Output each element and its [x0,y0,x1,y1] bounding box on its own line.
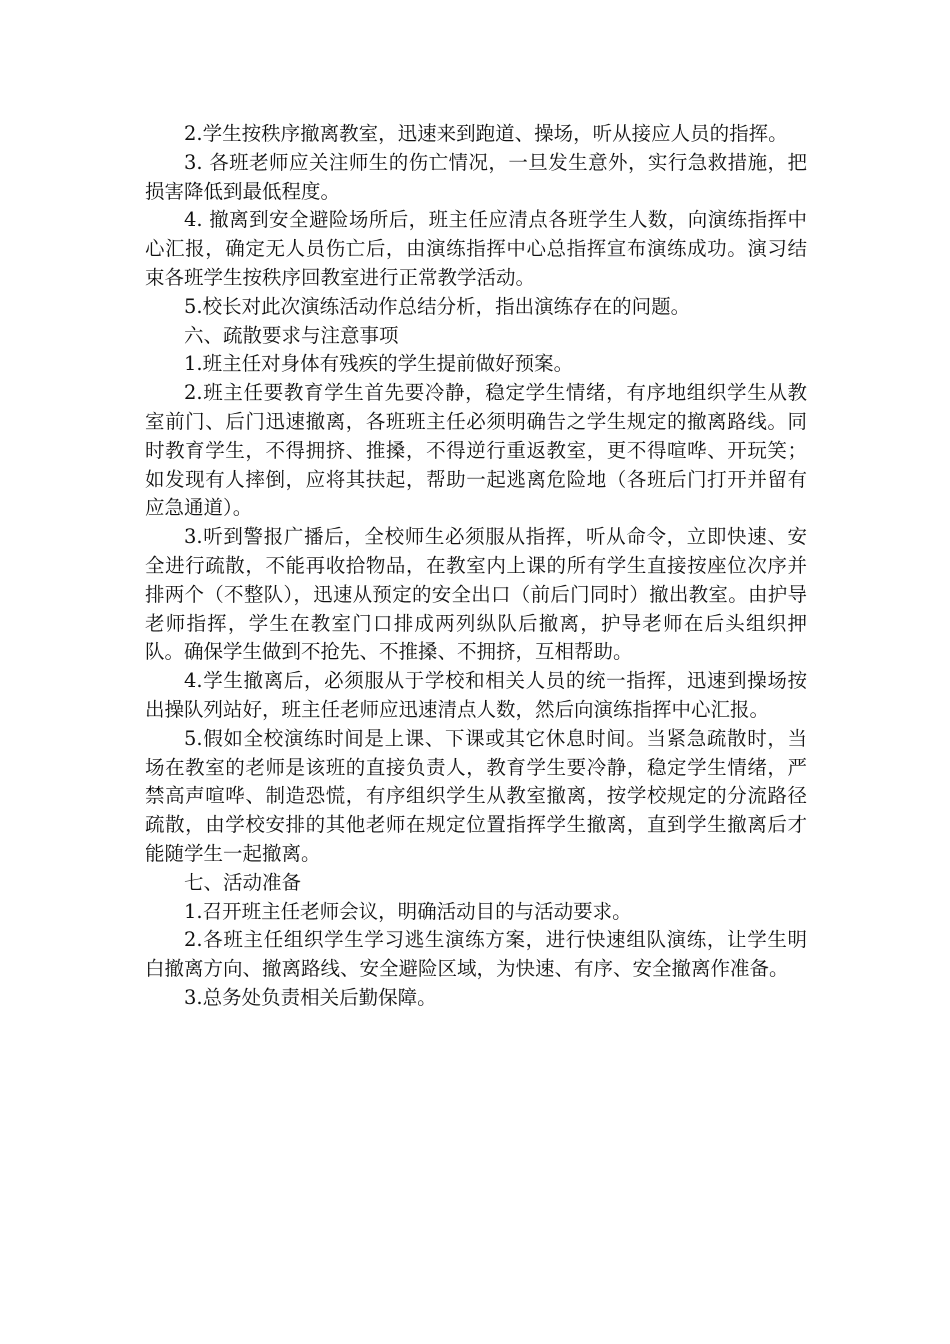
paragraph: 3. 各班老师应关注师生的伤亡情况，一旦发生意外，实行急救措施，把损害降低到最低程度。 [145,150,807,203]
paragraph: 1.召开班主任老师会议，明确活动目的与活动要求。 [184,899,632,923]
document-body [145,120,807,1013]
paragraph: 1.班主任对身体有残疾的学生提前做好预案。 [184,352,574,376]
paragraph: 2.各班主任组织学生学习逃生演练方案，进行快速组队演练，让学生明白撤离方向、撤离路线、安全避险区域，为快速、有序、安全撤离作准备。 [145,928,807,981]
paragraph: 5.假如全校演练时间是上课、下课或其它休息时间。当紧急疏散时，当场在教室的老师是该班的直接负责人，教育学生要冷静，稳定学生情绪，严禁高声喧哗、制造恐慌，有序组织学生从教室撤离，按学校规定的分流路径疏散，由学校安排的其他老师在规定位置指挥学生撤离，直到学生撤离后才能随学生一起撤离。 [145,726,807,865]
paragraph: 3.听到警报广播后，全校师生必须服从指挥，听从命令，立即快速、安全进行疏散，不能再收拾物品，在教室内上课的所有学生直接按座位次序并排两个（不整队），迅速从预定的安全出口（前后门同时）撤出教室。由护导老师指挥，学生在教室门口排成两列纵队后撤离，护导老师在后头组织押队。确保学生做到不抢先、不推搡、不拥挤，互相帮助。 [145,525,807,664]
paragraph: 4. 撤离到安全避险场所后，班主任应清点各班学生人数，向演练指挥中心汇报，确定无人员伤亡后，由演练指挥中心总指挥宣布演练成功。演习结束各班学生按秩序回教室进行正常教学活动。 [145,208,807,289]
paragraph: 4.学生撤离后，必须服从于学校和相关人员的统一指挥，迅速到操场按出操队列站好，班主任老师应迅速清点人数，然后向演练指挥中心汇报。 [145,669,807,721]
paragraph: 3.总务处负责相关后勤保障。 [184,985,437,1009]
paragraph: 2.学生按秩序撤离教室，迅速来到跑道、操场，听从接应人员的指挥。 [184,122,788,145]
section-heading: 七、活动准备 [184,870,302,894]
paragraph: 5.校长对此次演练活动作总结分析，指出演练存在的问题。 [184,294,691,318]
section-heading: 六、疏散要求与注意事项 [184,323,399,347]
paragraph: 2.班主任要教育学生首先要冷静，稳定学生情绪，有序地组织学生从教室前门、后门迅速撤离，各班班主任必须明确告之学生规定的撤离路线。同时教育学生，不得拥挤、推搡，不得逆行重返教室，更不得喧哗、开玩笑；如发现有人摔倒，应将其扶起，帮助一起逃离危险地（各班后门打开并留有应急通道）。 [145,381,807,520]
